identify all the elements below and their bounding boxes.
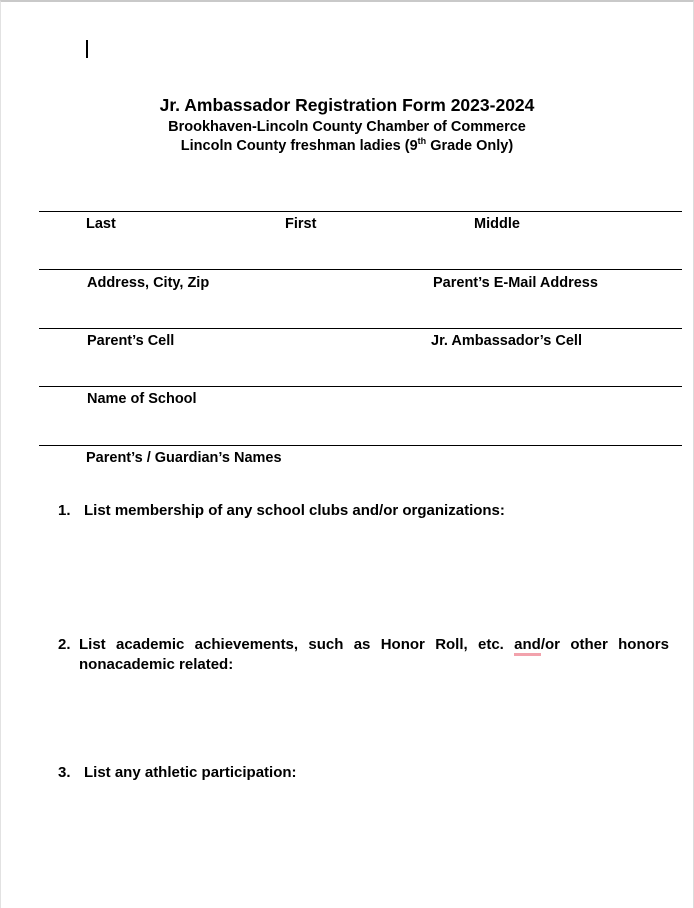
question-2-spellcheck-word: and xyxy=(514,636,541,656)
audience-text-post: Grade Only) xyxy=(426,138,514,154)
question-2-line1 xyxy=(79,635,669,655)
label-name-of-school: Name of School xyxy=(87,391,197,407)
field-blank-cell-numbers[interactable] xyxy=(39,299,682,327)
label-first: First xyxy=(285,216,317,232)
field-rule-name xyxy=(39,211,682,212)
field-blank-name[interactable] xyxy=(39,182,682,210)
question-1-number: 1. xyxy=(58,502,71,519)
label-jr-ambassadors-cell: Jr. Ambassador’s Cell xyxy=(431,333,582,349)
field-blank-school[interactable] xyxy=(39,357,682,385)
question-2-number: 2. xyxy=(58,636,71,653)
form-subtitle-organization: Brookhaven-Lincoln County Chamber of Commerce xyxy=(168,119,526,135)
field-rule-school xyxy=(39,386,682,387)
field-blank-guardian-names[interactable] xyxy=(39,416,682,444)
question-1 xyxy=(58,501,644,521)
label-middle: Middle xyxy=(474,216,520,232)
audience-text-pre: Lincoln County freshman ladies (9 xyxy=(180,138,418,154)
question-2-line1-post: /or other honors xyxy=(540,636,669,653)
field-rule-cell-numbers xyxy=(39,328,682,329)
field-blank-address-email[interactable] xyxy=(39,240,682,268)
question-3-text: List any athletic participation: xyxy=(84,764,297,781)
question-2-line2: nonacademic related: xyxy=(79,655,234,673)
label-parents-cell: Parent’s Cell xyxy=(87,333,175,349)
form-subtitle-audience xyxy=(1,137,693,155)
question-2-line1-pre: List academic achievements, such as Honor Roll, etc. xyxy=(79,636,515,653)
label-address-city-zip: Address, City, Zip xyxy=(87,275,210,291)
label-parents-guardians-names: Parent’s / Guardian’s Names xyxy=(86,450,282,466)
label-last: Last xyxy=(86,216,116,232)
ordinal-superscript: th xyxy=(417,136,427,147)
question-3-number: 3. xyxy=(58,764,71,781)
field-rule-address-email xyxy=(39,269,682,270)
label-parents-email: Parent’s E-Mail Address xyxy=(433,275,598,291)
question-1-text: List membership of any school clubs and/or organizations: xyxy=(84,502,505,519)
question-2 xyxy=(58,635,669,674)
text-cursor xyxy=(86,40,88,58)
form-title: Jr. Ambassador Registration Form 2023-2024 xyxy=(159,95,535,115)
question-3 xyxy=(58,763,644,783)
field-rule-guardian-names xyxy=(39,445,682,446)
